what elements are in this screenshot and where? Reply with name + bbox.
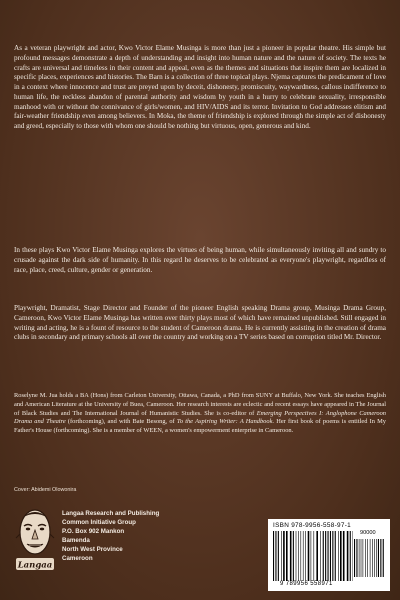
barcode-stripe <box>338 531 339 581</box>
barcode-stripe <box>323 531 324 581</box>
barcode-stripe <box>343 531 345 581</box>
barcode-stripe <box>367 539 368 577</box>
barcode-stripe <box>305 531 306 581</box>
barcode-stripe <box>332 531 333 581</box>
barcode-stripe <box>383 539 384 577</box>
barcode-stripe <box>314 531 315 581</box>
publisher-line: P.O. Box 902 Mankon <box>62 527 125 535</box>
barcode-stripe <box>290 531 292 581</box>
barcode-stripe <box>365 539 366 577</box>
editor-bio-text: Roselyne M. Jua holds a BA (Hons) from Carleton University, Ottawa, Canada, a PhD from SUNY at Buffalo, New York. She teaches English and American Literature at the University of Buea, Cameroon. Her research interests are eclectic and recent essays have appeared in The Journal of Black Studies and The International Journal of Humanistic Studies. She is co-editor of <box>14 392 386 417</box>
book-title: To the Aspiring Writer: A Handbook <box>176 418 273 426</box>
barcode-stripe <box>350 531 351 581</box>
barcode-stripe <box>308 531 310 581</box>
editor-bio-text: (forthcoming), and with Bate Besong, of <box>65 418 177 426</box>
publisher-line: Langaa Research and Publishing <box>62 510 160 517</box>
barcode-stripe <box>286 531 288 581</box>
barcode-stripe <box>320 531 321 581</box>
barcode-bars <box>273 531 353 581</box>
barcode-stripe <box>374 539 375 577</box>
barcode-stripe <box>370 539 371 577</box>
barcode-stripe <box>376 539 377 577</box>
price-code: 90000 <box>360 530 376 536</box>
barcode-number: 9 789956 558971 <box>280 581 333 587</box>
author-bio-paragraph: Playwright, Dramatist, Stage Director and Founder of the pioneer English speaking Drama group, Musinga Drama Group, Cameroon, Kwo Victor Elame Musinga has written over thirty plays most of which have remained unpublished. Still engaged in writing and acting, he is a fount of resource to the student of Cameroon drama. He is currently assisting in the creation of drama clubs in secondary and primary schools all over the country and working on a TV series based on corruption titled Mr. Director. <box>14 304 386 342</box>
synopsis-paragraph-2: In these plays Kwo Victor Elame Musinga explores the virtues of being human, while simultaneously inviting all and sundry to crusade against the dark side of humanity. In this regard he deserves to be celebrated as everyone's playwright, regardless of race, place, creed, culture, gender or generation. <box>14 246 386 274</box>
barcode-stripe <box>298 531 299 581</box>
cover-credit: Cover: Abidemi Olowonira <box>14 487 77 493</box>
barcode-stripe <box>296 531 297 581</box>
barcode-stripe <box>363 539 364 577</box>
barcode-stripe <box>330 531 331 581</box>
barcode-stripe <box>378 539 379 577</box>
barcode-stripe <box>311 531 312 581</box>
publisher-line: North West Province <box>62 545 123 553</box>
publisher-line: Cameroon <box>62 554 93 562</box>
editor-bio-text: . Her first book of poems is entitled In My Father's House (forthcoming). She is a member of WEEN, a women's empowerment enterprise in Cameroon. <box>14 418 386 435</box>
barcode-stripe <box>301 531 302 581</box>
synopsis-paragraph: As a veteran playwright and actor, Kwo Victor Elame Musinga is more than just a pioneer in popular theatre. His simple but profound messages demonstrate a depth of understanding and insight into human nature and the nature of society. The texts he crafts are universal and timeless in their content and appeal, even as the themes and situations that inspire them are localized in specific places, experiences and histories. The Barn is a collection of three topical plays. Njema captures the predicament of love in a context where innocence and trust are preyed upon by deceit, dishonesty, promiscuity, waywardness, callous indifference to human life, the reckless abandon of parental authority and wisdom by youth in a hurry to celebrate sexuality, irresponsible manhood with or without the connivance of girls/women, and HIV/AIDS and its terror. Invitation to God addresses elitism and fair-weather friendship even among believers. In Moka, the theme of friendship is explored through the simple act of dishonesty and greed, especially to those with whom one should be nothing but virtuous, open, generous and kind. <box>14 44 386 131</box>
book-title: Emerging Perspectives I: Anglophone Cameroon Drama and Theatre <box>14 409 386 426</box>
logo-wordmark: Langaa <box>17 560 53 571</box>
barcode-stripe <box>328 531 329 581</box>
barcode-stripe <box>347 531 349 581</box>
publisher-line: Common Initiative Group <box>62 518 136 526</box>
publisher-line: Bamenda <box>62 536 90 544</box>
barcode-stripe <box>361 539 362 577</box>
langaa-logo-icon <box>12 504 58 576</box>
barcode-stripe <box>335 531 336 581</box>
isbn-barcode <box>268 519 390 591</box>
isbn-number: ISBN 978-9956-558-97-1 <box>273 522 352 529</box>
barcode-stripe <box>316 531 318 581</box>
barcode-stripe <box>283 531 285 581</box>
editor-bio-paragraph <box>14 392 386 436</box>
price-barcode-bars <box>354 539 386 577</box>
barcode-stripe <box>380 539 381 577</box>
barcode-stripe <box>372 539 373 577</box>
barcode-stripe <box>356 539 357 577</box>
barcode-stripe <box>325 531 326 581</box>
barcode-stripe <box>354 539 355 577</box>
barcode-stripe <box>273 531 274 581</box>
barcode-stripe <box>303 531 304 581</box>
barcode-stripe <box>278 531 279 581</box>
barcode-stripe <box>293 531 294 581</box>
barcode-stripe <box>281 531 282 581</box>
publisher-address <box>62 510 159 564</box>
barcode-stripe <box>359 539 360 577</box>
barcode-stripe <box>340 531 342 581</box>
barcode-stripe <box>275 531 276 581</box>
